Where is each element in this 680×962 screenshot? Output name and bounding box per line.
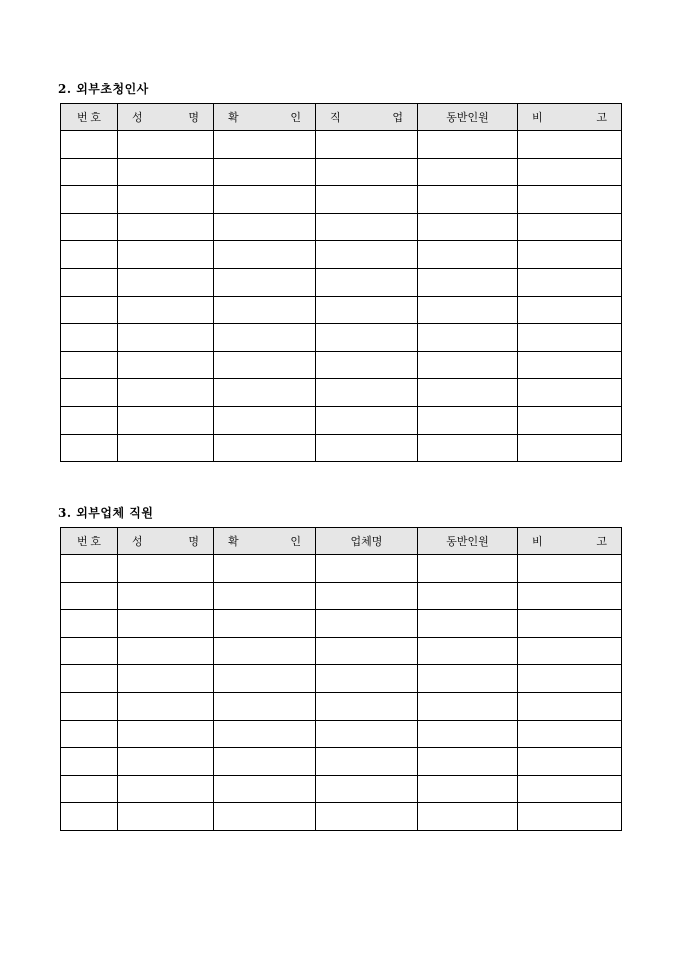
table-cell[interactable] <box>316 692 418 720</box>
table-cell[interactable] <box>118 637 214 665</box>
table-cell[interactable] <box>518 406 622 434</box>
column-header-text: 인 <box>290 535 301 548</box>
table-cell[interactable] <box>61 324 118 352</box>
table-cell[interactable] <box>61 186 118 214</box>
column-header-text: 확 <box>228 111 239 124</box>
table-cell[interactable] <box>61 692 118 720</box>
column-header-text: 명 <box>188 111 199 124</box>
table-cell[interactable] <box>316 720 418 748</box>
table-cell[interactable] <box>518 296 622 324</box>
table-cell[interactable] <box>214 555 316 583</box>
column-header <box>418 104 518 131</box>
table-cell[interactable] <box>61 582 118 610</box>
table-cell[interactable] <box>61 241 118 269</box>
table-row <box>61 241 622 269</box>
table-cell[interactable] <box>214 379 316 407</box>
table-cell[interactable] <box>316 351 418 379</box>
column-header-text: 고 <box>596 535 607 548</box>
column-header-text: 번 <box>77 111 88 124</box>
table-row <box>61 296 622 324</box>
table-cell[interactable] <box>518 775 622 803</box>
table-cell[interactable] <box>418 692 518 720</box>
table-cell[interactable] <box>518 748 622 776</box>
guest-table <box>60 103 622 462</box>
column-header <box>418 528 518 555</box>
table-cell[interactable] <box>61 158 118 186</box>
column-header <box>316 528 418 555</box>
table-cell[interactable] <box>214 434 316 462</box>
table-cell[interactable] <box>518 186 622 214</box>
table-cell[interactable] <box>518 720 622 748</box>
column-header-text: 비 <box>532 111 543 124</box>
column-header-text: 인 <box>290 111 301 124</box>
table-cell[interactable] <box>418 131 518 159</box>
table-row <box>61 406 622 434</box>
column-header <box>214 528 316 555</box>
table-cell[interactable] <box>214 692 316 720</box>
table-cell[interactable] <box>118 406 214 434</box>
table-cell[interactable] <box>118 296 214 324</box>
table-cell[interactable] <box>214 406 316 434</box>
table-cell[interactable] <box>61 637 118 665</box>
table-cell[interactable] <box>214 610 316 638</box>
table-cell[interactable] <box>418 555 518 583</box>
table-cell[interactable] <box>214 582 316 610</box>
table-row <box>61 351 622 379</box>
table-cell[interactable] <box>316 131 418 159</box>
column-header-text: 동반인원 <box>446 111 489 124</box>
table-cell[interactable] <box>518 637 622 665</box>
table-cell[interactable] <box>316 241 418 269</box>
table-cell[interactable] <box>418 213 518 241</box>
table-row <box>61 748 622 776</box>
table-cell[interactable] <box>118 324 214 352</box>
table-row <box>61 268 622 296</box>
table-cell[interactable] <box>61 268 118 296</box>
table-cell[interactable] <box>61 213 118 241</box>
table-cell[interactable] <box>418 406 518 434</box>
table-row <box>61 434 622 462</box>
table-cell[interactable] <box>61 131 118 159</box>
column-header-text: 동반인원 <box>446 535 489 548</box>
table-cell[interactable] <box>61 748 118 776</box>
table-cell[interactable] <box>518 803 622 831</box>
column-header-text: 비 <box>532 535 543 548</box>
table-cell[interactable] <box>214 665 316 693</box>
column-header-text: 직 <box>330 111 341 124</box>
column-header-text: 성 <box>132 111 143 124</box>
table-cell[interactable] <box>214 775 316 803</box>
table-header-row <box>61 528 622 555</box>
table-cell[interactable] <box>61 775 118 803</box>
table-cell[interactable] <box>61 610 118 638</box>
column-header-text: 고 <box>596 111 607 124</box>
table-cell[interactable] <box>61 803 118 831</box>
table-cell[interactable] <box>118 720 214 748</box>
table-cell[interactable] <box>316 324 418 352</box>
table-cell[interactable] <box>418 610 518 638</box>
table-cell[interactable] <box>418 748 518 776</box>
table-cell[interactable] <box>214 803 316 831</box>
table-cell[interactable] <box>418 637 518 665</box>
table-cell[interactable] <box>61 434 118 462</box>
table-row <box>61 610 622 638</box>
column-header-text: 성 <box>132 535 143 548</box>
column-header <box>518 104 622 131</box>
table-cell[interactable] <box>518 665 622 693</box>
table-cell[interactable] <box>118 692 214 720</box>
table-cell[interactable] <box>118 748 214 776</box>
table-cell[interactable] <box>518 213 622 241</box>
table-cell[interactable] <box>316 379 418 407</box>
table-row <box>61 186 622 214</box>
table-cell[interactable] <box>418 803 518 831</box>
table-cell[interactable] <box>118 158 214 186</box>
table-cell[interactable] <box>61 351 118 379</box>
table-cell[interactable] <box>118 351 214 379</box>
table-row <box>61 213 622 241</box>
column-header-text: 번 <box>77 535 88 548</box>
table-cell[interactable] <box>418 324 518 352</box>
table-cell[interactable] <box>118 665 214 693</box>
table-cell[interactable] <box>418 158 518 186</box>
vendor-table <box>60 527 622 831</box>
table-row <box>61 720 622 748</box>
column-header-text: 명 <box>188 535 199 548</box>
table-header-row <box>61 104 622 131</box>
table-row <box>61 692 622 720</box>
table-cell[interactable] <box>316 803 418 831</box>
table-cell[interactable] <box>118 434 214 462</box>
table-cell[interactable] <box>118 213 214 241</box>
table-cell[interactable] <box>418 186 518 214</box>
section-title-guests: 2. 외부초청인사 <box>58 82 149 96</box>
table-cell[interactable] <box>518 131 622 159</box>
table-row <box>61 324 622 352</box>
table-cell[interactable] <box>518 582 622 610</box>
table-cell[interactable] <box>418 665 518 693</box>
table-row <box>61 582 622 610</box>
table-cell[interactable] <box>214 748 316 776</box>
table-cell[interactable] <box>118 131 214 159</box>
table-cell[interactable] <box>418 379 518 407</box>
column-header <box>518 528 622 555</box>
table-cell[interactable] <box>118 610 214 638</box>
table-row <box>61 665 622 693</box>
table-cell[interactable] <box>316 665 418 693</box>
column-header <box>214 104 316 131</box>
table-cell[interactable] <box>118 582 214 610</box>
table-cell[interactable] <box>61 720 118 748</box>
table-cell[interactable] <box>418 582 518 610</box>
table-cell[interactable] <box>316 610 418 638</box>
table-cell[interactable] <box>418 241 518 269</box>
table-cell[interactable] <box>316 213 418 241</box>
table-cell[interactable] <box>214 720 316 748</box>
table-cell[interactable] <box>518 158 622 186</box>
table-cell[interactable] <box>316 268 418 296</box>
table-cell[interactable] <box>418 351 518 379</box>
table-cell[interactable] <box>61 379 118 407</box>
table-cell[interactable] <box>518 610 622 638</box>
table-cell[interactable] <box>214 131 316 159</box>
table-row <box>61 555 622 583</box>
table-cell[interactable] <box>418 268 518 296</box>
table-cell[interactable] <box>214 158 316 186</box>
table-row <box>61 131 622 159</box>
table-cell[interactable] <box>518 351 622 379</box>
table-cell[interactable] <box>418 720 518 748</box>
table-cell[interactable] <box>214 241 316 269</box>
table-cell[interactable] <box>518 268 622 296</box>
table-cell[interactable] <box>316 775 418 803</box>
table-cell[interactable] <box>118 379 214 407</box>
table-cell[interactable] <box>316 582 418 610</box>
table-cell[interactable] <box>316 158 418 186</box>
table-cell[interactable] <box>316 296 418 324</box>
table-cell[interactable] <box>214 296 316 324</box>
column-header <box>118 528 214 555</box>
table-cell[interactable] <box>214 186 316 214</box>
table-cell[interactable] <box>316 748 418 776</box>
section-title-vendors: 3. 외부업체 직원 <box>58 506 154 520</box>
table-cell[interactable] <box>118 775 214 803</box>
table-cell[interactable] <box>316 434 418 462</box>
table-cell[interactable] <box>214 213 316 241</box>
table-row <box>61 158 622 186</box>
table-cell[interactable] <box>518 324 622 352</box>
table-row <box>61 637 622 665</box>
table-row <box>61 775 622 803</box>
table-cell[interactable] <box>316 637 418 665</box>
table-cell[interactable] <box>518 379 622 407</box>
table-cell[interactable] <box>214 268 316 296</box>
table-row <box>61 803 622 831</box>
table-cell[interactable] <box>118 241 214 269</box>
column-header-text: 확 <box>228 535 239 548</box>
table-cell[interactable] <box>214 637 316 665</box>
table-cell[interactable] <box>418 775 518 803</box>
table-cell[interactable] <box>518 555 622 583</box>
table-cell[interactable] <box>61 665 118 693</box>
table-cell[interactable] <box>316 555 418 583</box>
table-cell[interactable] <box>214 351 316 379</box>
table-cell[interactable] <box>214 324 316 352</box>
column-header <box>316 104 418 131</box>
table-cell[interactable] <box>518 241 622 269</box>
table-cell[interactable] <box>118 268 214 296</box>
column-header-text: 업체명 <box>350 535 383 548</box>
column-header <box>118 104 214 131</box>
column-header <box>61 528 118 555</box>
table-cell[interactable] <box>418 296 518 324</box>
table-row <box>61 379 622 407</box>
column-header-text: 업 <box>392 111 403 124</box>
table-cell[interactable] <box>61 555 118 583</box>
table-cell[interactable] <box>118 803 214 831</box>
table-cell[interactable] <box>316 406 418 434</box>
table-cell[interactable] <box>118 555 214 583</box>
table-cell[interactable] <box>61 406 118 434</box>
table-cell[interactable] <box>61 296 118 324</box>
column-header-text: 호 <box>90 111 101 124</box>
table-cell[interactable] <box>316 186 418 214</box>
table-cell[interactable] <box>518 434 622 462</box>
column-header-text: 호 <box>90 535 101 548</box>
table-cell[interactable] <box>518 692 622 720</box>
table-cell[interactable] <box>418 434 518 462</box>
column-header <box>61 104 118 131</box>
table-cell[interactable] <box>118 186 214 214</box>
